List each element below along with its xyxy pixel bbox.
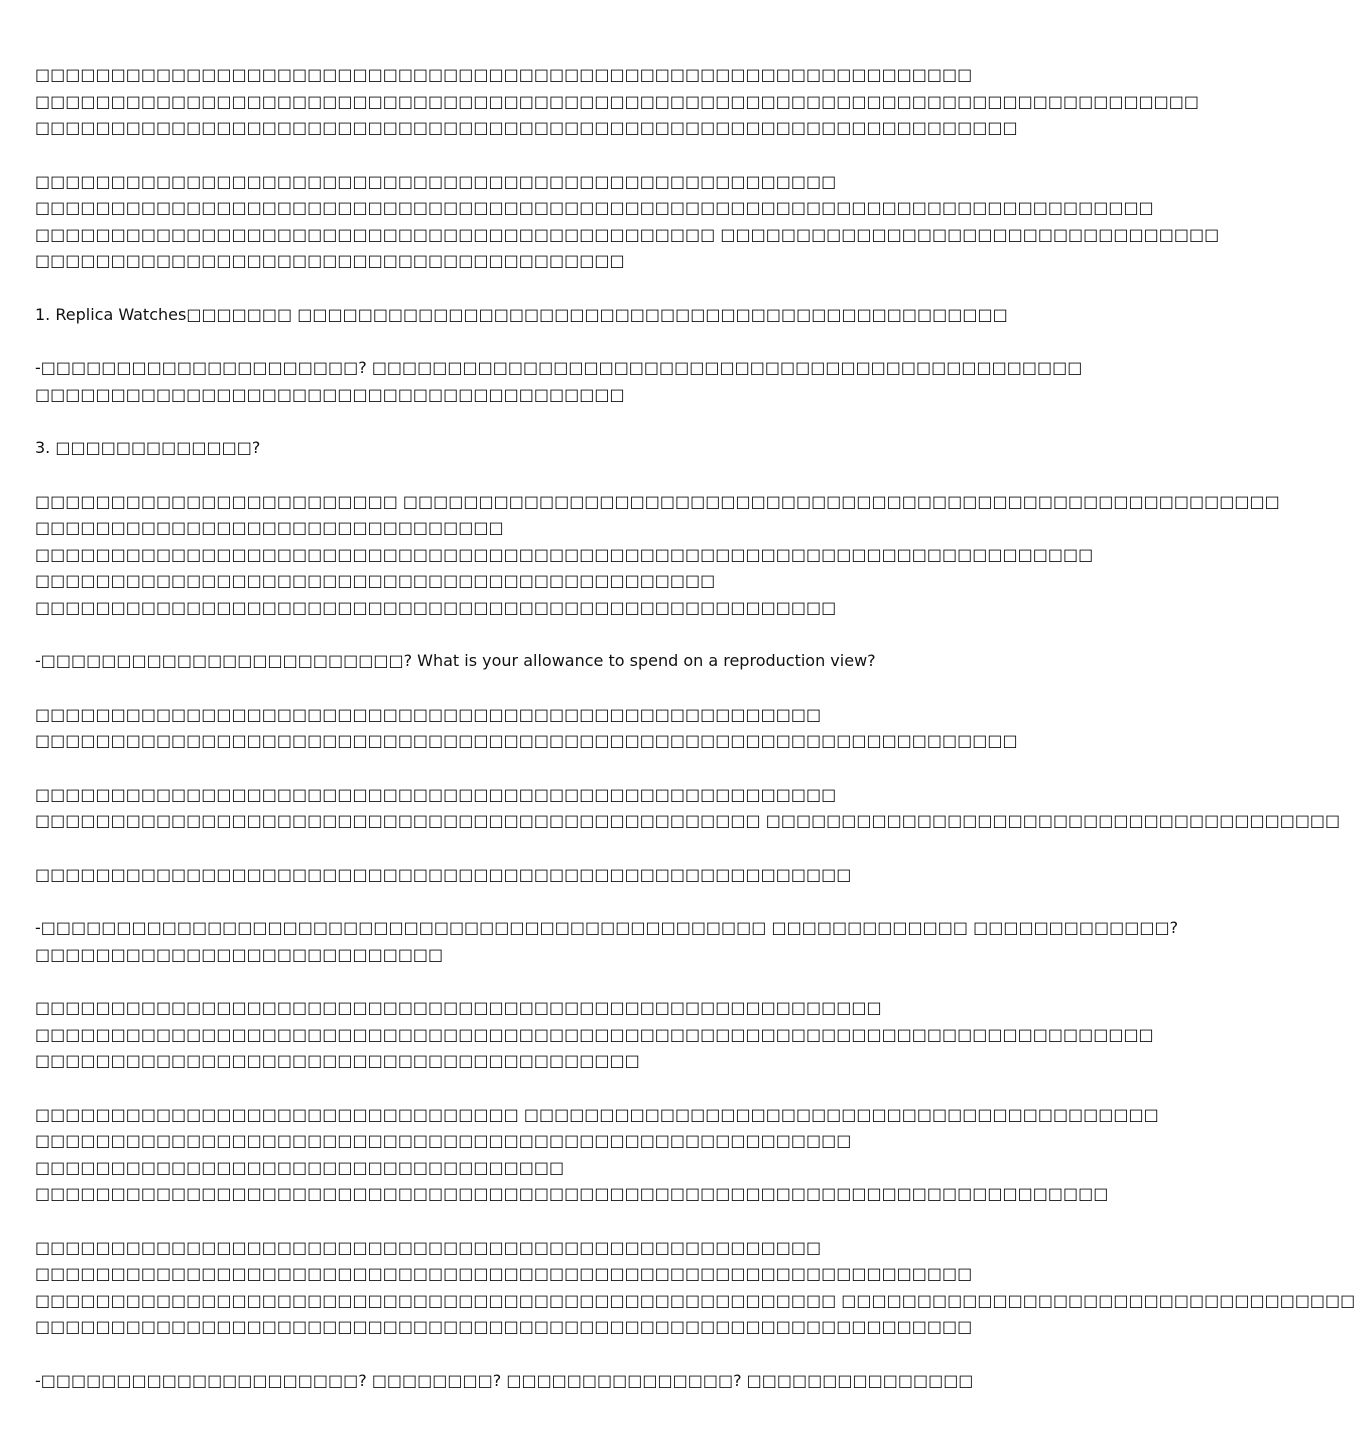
text-line: □□□□□□□□□□□□□□□□□□□□□□□□□□□ [35, 944, 444, 964]
paragraph [35, 1102, 1159, 1208]
text-line: □□□□□□□□□□□□□□□□□□□□□□□□ □□□□□□□□□□□□□□□□□□□□□□□□□□□□□□□□□□□□□□□□□□□□□□□□□□□□□□□□□□ [35, 491, 1280, 511]
paragraph [35, 915, 1179, 968]
text-line: 3. □□□□□□□□□□□□□? [35, 438, 261, 457]
text-line: □□□□□□□□□□□□□□□□□□□□□□□□□□□□□□□□□□□□□□□□□□□□□ [35, 571, 716, 590]
text-line: □□□□□□□□□□□□□□□□□□□□□□□□□□□□□□□□□□□□□□□□□□□□□□□□□□□□□ [35, 784, 837, 804]
text-line: □□□□□□□□□□□□□□□□□□□□□□□□□□□□□□□□□□□□□□□□□□□□□□□□□□□□□□□□□□□□□□□□□ [35, 118, 1018, 137]
text-line: 1. Replica Watches□□□□□□□ □□□□□□□□□□□□□□□□□□□□□□□□□□□□□□□□□□□□□□□□□□□□□□□ [35, 304, 1008, 324]
paragraph [35, 1368, 989, 1395]
text-line: □□□□□□□□□□□□□□□□□□□□□□□□□□□□□□□□□□□□□□□□□□□□□□□□□□□□□□□□□□□□□□□□□ [35, 731, 1018, 750]
paragraph [35, 489, 1280, 622]
text-line: □□□□□□□□□□□□□□□□□□□□□□□□□□□□□□□□□□□□□□□□□□□□□□□□□□□□□ [35, 597, 837, 617]
text-line: □□□□□□□□□□□□□□□□□□□□□□□□□□□□□□□□□□□□□□□□□□□□□□□□□□□□□□ [35, 1131, 852, 1150]
text-line: □□□□□□□□□□□□□□□□□□□□□□□□□□□□□□□□□□□□□□□□□□□□□□□□□□□□□ [35, 171, 837, 191]
paragraph [35, 435, 989, 462]
text-line: □□□□□□□□□□□□□□□□□□□□□□□□□□□□□□□□□□□□□□□□ [35, 1051, 640, 1070]
text-line: □□□□□□□□□□□□□□□□□□□□□□□□□□□□□□□□□□□□□□□□□□□□□□□□□□□□□□ [35, 864, 852, 884]
paragraph [35, 355, 1083, 408]
paragraph [35, 862, 989, 889]
text-line: □□□□□□□□□□□□□□□□□□□□□□□□□□□□□□□□□□□□□□□ [35, 384, 625, 404]
text-line: □□□□□□□□□□□□□□□□□□□□□□□□□□□□□□□□□□□□□□□□□□□□□□□□□□□□□□□□□□□□□□ [35, 1317, 973, 1336]
text-line: □□□□□□□□□□□□□□□□□□□□□□□□□□□□□□□□□□□□□□□□□□□□□□□□□□□□ [35, 1237, 822, 1257]
paragraph [35, 302, 1008, 329]
text-line: □□□□□□□□□□□□□□□□□□□□□□□□□□□□□□□ [35, 518, 504, 537]
text-line: □□□□□□□□□□□□□□□□□□□□□□□□□□□□□□□□ □□□□□□□□□□□□□□□□□□□□□□□□□□□□□□□□□□□□□□□□□□ [35, 1104, 1159, 1124]
text-line: □□□□□□□□□□□□□□□□□□□□□□□□□□□□□□□□□□□□□□□□□□□□□□□□□□□□□□□□□□□□□□□□□□□□□□ [35, 544, 1094, 564]
text-line: □□□□□□□□□□□□□□□□□□□□□□□□□□□□□□□□□□□□□□□□□□□□□□□□□□□□□□□□□□□□□□ [35, 1264, 973, 1283]
paragraph [35, 702, 1018, 755]
text-line: □□□□□□□□□□□□□□□□□□□□□□□□□□□□□□□□□□□□□□□□□□□□□□□□□□□□□□□□□□□□□□□□□□□□□□□□□□ [35, 198, 1154, 217]
paragraph [35, 648, 989, 675]
text-line: □□□□□□□□□□□□□□□□□□□□□□□□□□□□□□□□□□□□□□□□□□□□□□□□□□□□□□□□□□□□□□□□□□□□□□□□□□ [35, 1024, 1154, 1044]
text-line: -□□□□□□□□□□□□□□□□□□□□□? □□□□□□□□? □□□□□□□□□□□□□□□? □□□□□□□□□□□□□□□ [35, 1370, 974, 1390]
text-line: □□□□□□□□□□□□□□□□□□□□□□□□□□□□□□□□□□□□□□□□□□□□□□□□ □□□□□□□□□□□□□□□□□□□□□□□□□□□□□□□□□□□□□□ [35, 811, 1341, 830]
paragraph [35, 782, 1341, 835]
text-line: -□□□□□□□□□□□□□□□□□□□□□□□□? What is your allowance to spend on a reproduction view? [35, 651, 876, 670]
text-line: -□□□□□□□□□□□□□□□□□□□□□? □□□□□□□□□□□□□□□□□□□□□□□□□□□□□□□□□□□□□□□□□□□□□□□ [35, 358, 1083, 377]
paragraph [35, 169, 1220, 275]
text-line: □□□□□□□□□□□□□□□□□□□□□□□□□□□□□□□□□□□ [35, 1157, 565, 1177]
text-line: □□□□□□□□□□□□□□□□□□□□□□□□□□□□□□□□□□□□□□□□□□□□□□□□□□□□ [35, 704, 822, 724]
text-line: □□□□□□□□□□□□□□□□□□□□□□□□□□□□□□□□□□□□□□□□□□□□□□□□□□□□□□□□□□□□□□□□□□□□□□□□□□□□□ [35, 91, 1200, 111]
document-page [35, 62, 1355, 1421]
text-line: □□□□□□□□□□□□□□□□□□□□□□□□□□□□□□□□□□□□□□□□□□□□□□□□□□□□□□□□ [35, 998, 882, 1017]
paragraph [35, 995, 1154, 1075]
text-line: □□□□□□□□□□□□□□□□□□□□□□□□□□□□□□□□□□□□□□□□□□□□□□□□□□□□□□□□□□□□□□□□□□□□□□□ [35, 1184, 1109, 1203]
paragraph [35, 62, 1200, 142]
text-line: □□□□□□□□□□□□□□□□□□□□□□□□□□□□□□□□□□□□□□□□□□□□□□□□□□□□□ □□□□□□□□□□□□□□□□□□□□□□□□□□□□□□□□□□ [35, 1290, 1355, 1310]
text-line: □□□□□□□□□□□□□□□□□□□□□□□□□□□□□□□□□□□□□□□ [35, 251, 625, 270]
paragraph [35, 1235, 1355, 1341]
text-line: -□□□□□□□□□□□□□□□□□□□□□□□□□□□□□□□□□□□□□□□□□□□□□□□□ □□□□□□□□□□□□□ □□□□□□□□□□□□□? [35, 918, 1179, 937]
text-line: □□□□□□□□□□□□□□□□□□□□□□□□□□□□□□□□□□□□□□□□□□□□□ □□□□□□□□□□□□□□□□□□□□□□□□□□□□□□□□□ [35, 224, 1220, 244]
text-line: □□□□□□□□□□□□□□□□□□□□□□□□□□□□□□□□□□□□□□□□□□□□□□□□□□□□□□□□□□□□□□ [35, 65, 973, 84]
